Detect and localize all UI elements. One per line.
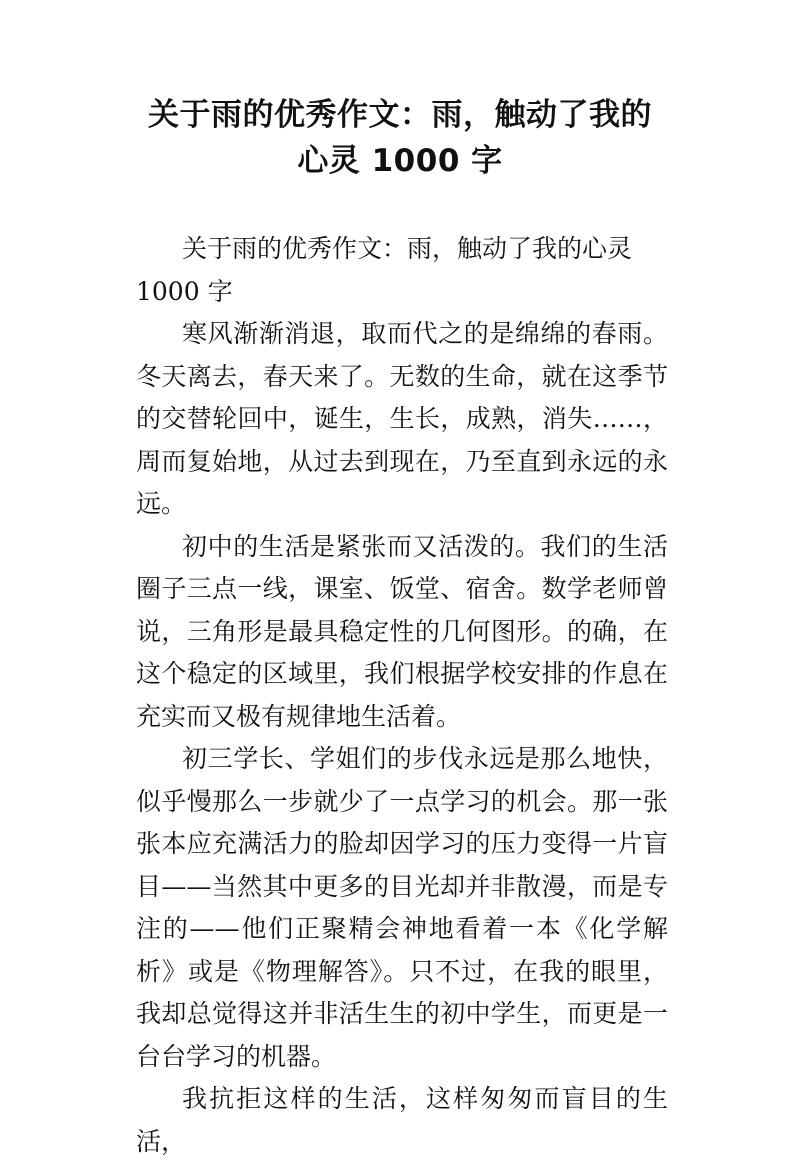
subtitle-line-2: 1000 字 <box>136 276 233 306</box>
paragraph-1: 寒风渐渐消退，取而代之的是绵绵的春雨。冬天离去，春天来了。无数的生命，就在这季节的交替轮回中，诞生，生长，成熟，消失……，周而复始地，从过去到现在，乃至直到永远的永远。 <box>136 319 668 518</box>
document-title <box>100 92 700 184</box>
title-line-2: 心灵 1000 字 <box>297 143 503 179</box>
paragraph-4: 我抗拒这样的生活，这样匆匆而盲目的生活， <box>136 1084 668 1156</box>
subtitle-line-1: 关于雨的优秀作文：雨，触动了我的心灵 <box>182 234 633 263</box>
document-body <box>136 228 668 1163</box>
paragraph-2: 初中的生活是紧张而又活泼的。我们的生活圈子三点一线，课室、饭堂、宿舍。数学老师曾说，三角形是最具稳定性的几何图形。的确，在这个稳定的区域里，我们根据学校安排的作息在充实而又极有规律地生活着。 <box>136 531 668 731</box>
title-line-1: 关于雨的优秀作文：雨，触动了我的 <box>148 97 652 133</box>
paragraph-3: 初三学长、学姐们的步伐永远是那么地快，似乎慢那么一步就少了一点学习的机会。那一张张本应充满活力的脸却因学习的压力变得一片盲目——当然其中更多的目光却并非散漫，而是专注的——他们正聚精会神地看着一本《化学解析》或是《物理解答》。只不过，在我的眼里，我却总觉得这并非活生生的初中学生，而更是一台台学习的机器。 <box>136 744 668 1071</box>
